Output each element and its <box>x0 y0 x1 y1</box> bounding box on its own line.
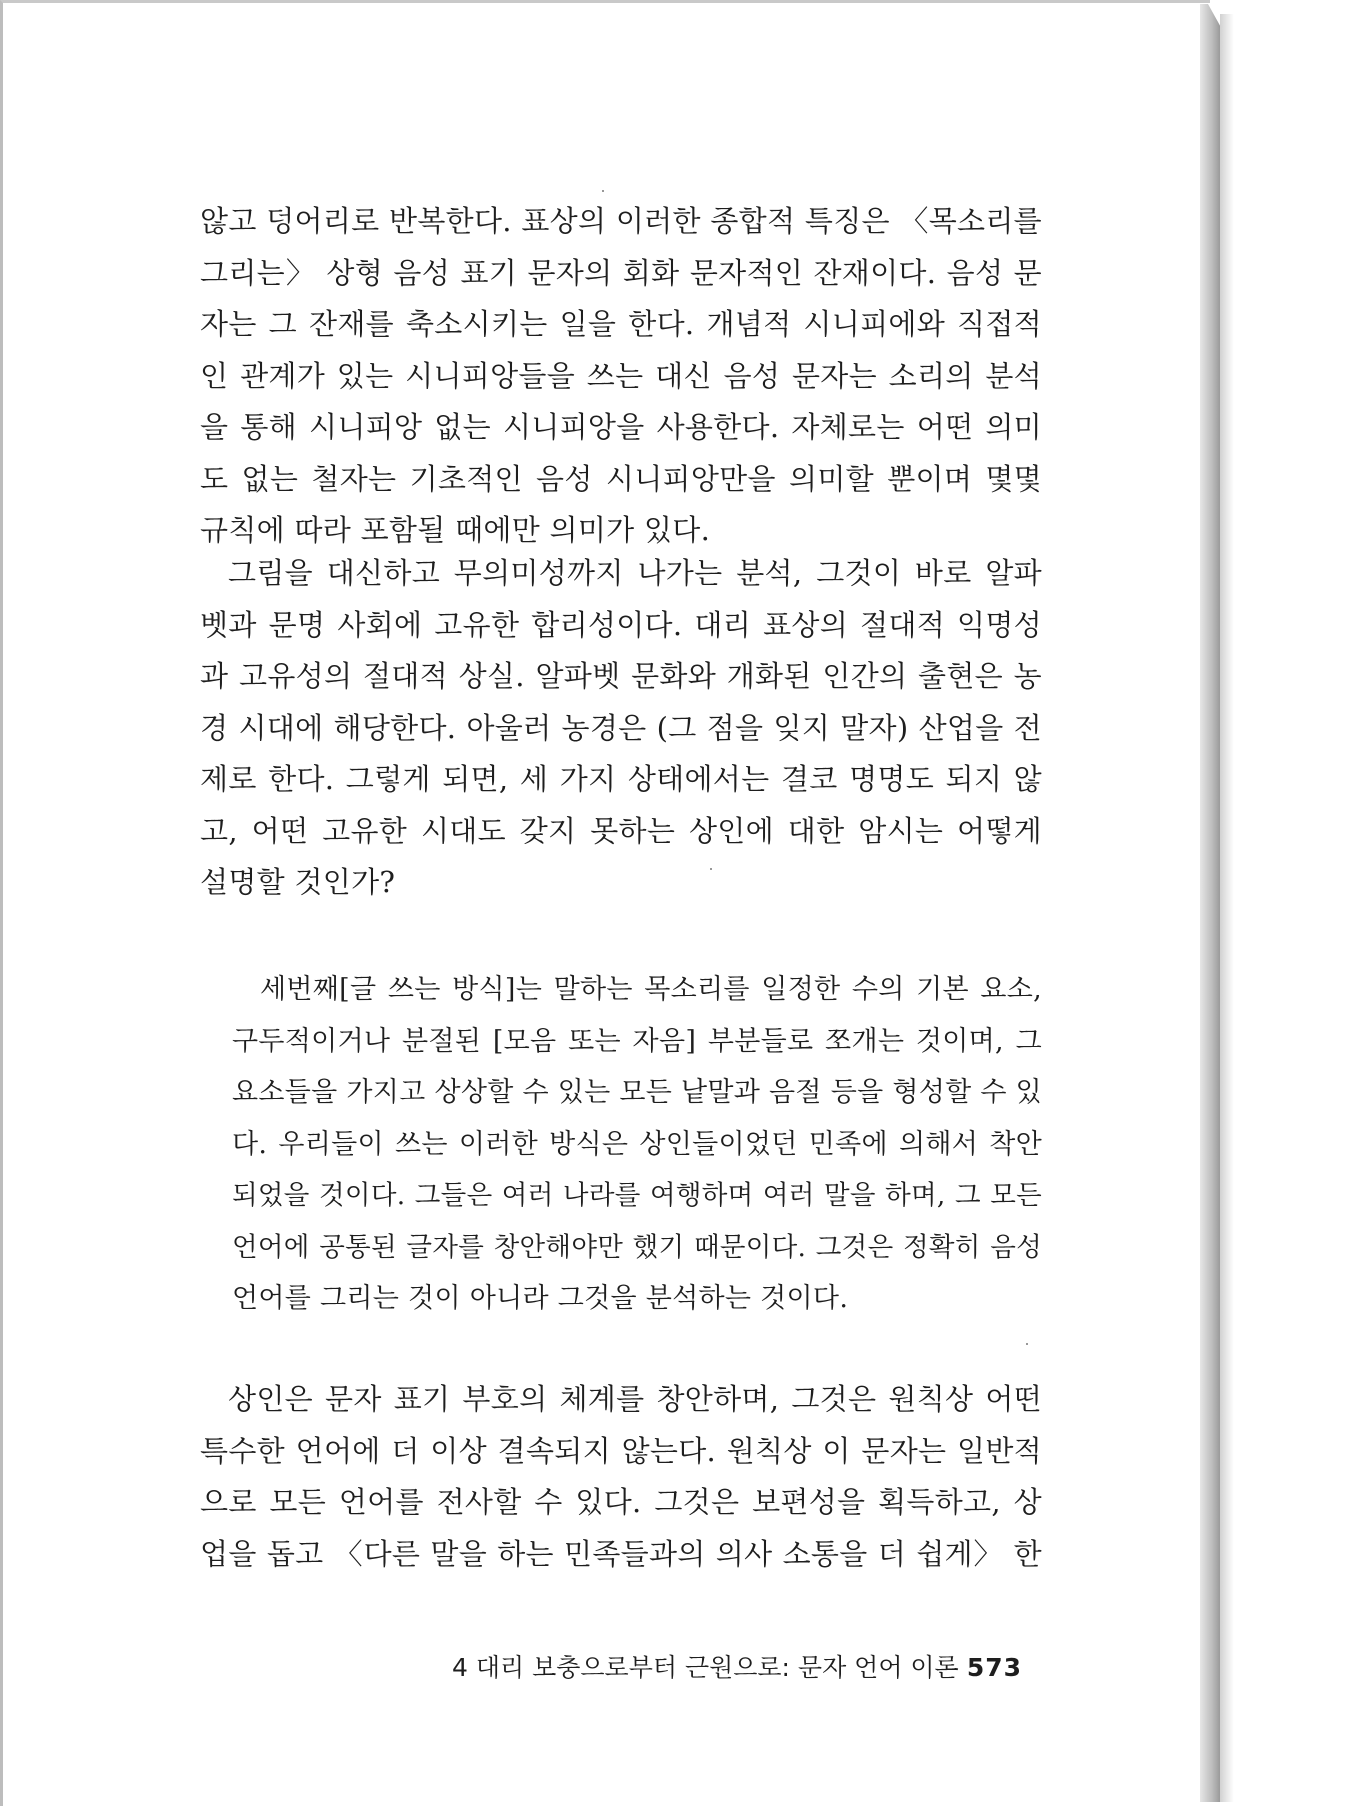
quote-line: 되었을 것이다. 그들은 여러 나라를 여행하며 여러 말을 하며, 그 모든 <box>232 1180 1042 1211</box>
text-line: 않고 덩어리로 반복한다. 표상의 이러한 종합적 특징은 〈목소리를 <box>200 204 1042 238</box>
text-line: 설명할 것인가? <box>200 865 396 899</box>
text-line: 규칙에 따라 포함될 때에만 의미가 있다. <box>200 513 711 547</box>
text-line: 제로 한다. 그렇게 되면, 세 가지 상태에서는 결코 명명도 되지 않 <box>200 762 1042 796</box>
block-quote <box>232 964 1042 1325</box>
text-line: 그리는〉 상형 음성 표기 문자의 회화 문자적인 잔재이다. 음성 문 <box>200 255 1042 290</box>
text-line: 을 통해 시니피앙 없는 시니피앙을 사용한다. 자체로는 어떤 의미 <box>200 410 1042 444</box>
text-line: 으로 모든 언어를 전사할 수 있다. 그것은 보편성을 획득하고, 상 <box>200 1485 1042 1519</box>
page-number: 573 <box>966 1653 1022 1682</box>
paragraph-1 <box>200 196 1042 557</box>
text-line: 인 관계가 있는 시니피앙들을 쓰는 대신 음성 문자는 소리의 분석 <box>200 358 1042 393</box>
scan-speck <box>1026 1343 1028 1345</box>
page-edge-shadow <box>1220 14 1234 1802</box>
running-head: 4 대리 보충으로부터 근원으로: 문자 언어 이론 <box>452 1653 959 1682</box>
text-line: 과 고유성의 절대적 상실. 알파벳 문화와 개화된 인간의 출현은 농 <box>200 659 1042 693</box>
text-line: 고, 어떤 고유한 시대도 갖지 못하는 상인에 대한 암시는 어떻게 <box>200 813 1042 848</box>
quote-line: 다. 우리들이 쓰는 이러한 방식은 상인들이었던 민족에 의해서 착안 <box>232 1128 1042 1160</box>
quote-line: 요소들을 가지고 상상할 수 있는 모든 낱말과 음절 등을 형성할 수 있 <box>232 1077 1043 1108</box>
running-footer <box>452 1648 1022 1684</box>
text-line: 벳과 문명 사회에 고유한 합리성이다. 대리 표상의 절대적 익명성 <box>200 607 1042 642</box>
text-line: 상인은 문자 표기 부호의 체계를 창안하며, 그것은 원칙상 어떤 <box>228 1382 1042 1416</box>
paragraph-4 <box>200 1374 1042 1580</box>
text-line: 도 없는 철자는 기초적인 음성 시니피앙만을 의미할 뿐이며 몇몇 <box>200 461 1042 496</box>
text-line: 업을 돕고 〈다른 말을 하는 민족들과의 의사 소통을 더 쉽게〉 한 <box>200 1536 1042 1571</box>
quote-line: 언어에 공통된 글자를 창안해야만 했기 때문이다. 그것은 정확히 음성 <box>232 1231 1042 1263</box>
text-line: 자는 그 잔재를 축소시키는 일을 한다. 개념적 시니피에와 직접적 <box>200 307 1042 341</box>
scan-speck <box>602 190 604 192</box>
text-line: 특수한 언어에 더 이상 결속되지 않는다. 원칙상 이 문자는 일반적 <box>200 1433 1042 1468</box>
paragraph-2 <box>200 548 1042 909</box>
page-edge <box>1200 4 1220 1802</box>
quote-line: 세번째[글 쓰는 방식]는 말하는 목소리를 일정한 수의 기본 요소, <box>260 974 1042 1005</box>
quote-line: 구두적이거나 분절된 [모음 또는 자음] 부분들로 쪼개는 것이며, 그 <box>232 1025 1042 1057</box>
quote-line: 언어를 그리는 것이 아니라 그것을 분석하는 것이다. <box>232 1283 849 1314</box>
scan-speck <box>710 868 712 870</box>
text-line: 경 시대에 해당한다. 아울러 농경은 (그 점을 잊지 말자) 산업을 전 <box>200 710 1042 745</box>
text-line: 그림을 대신하고 무의미성까지 나가는 분석, 그것이 바로 알파 <box>228 556 1042 590</box>
